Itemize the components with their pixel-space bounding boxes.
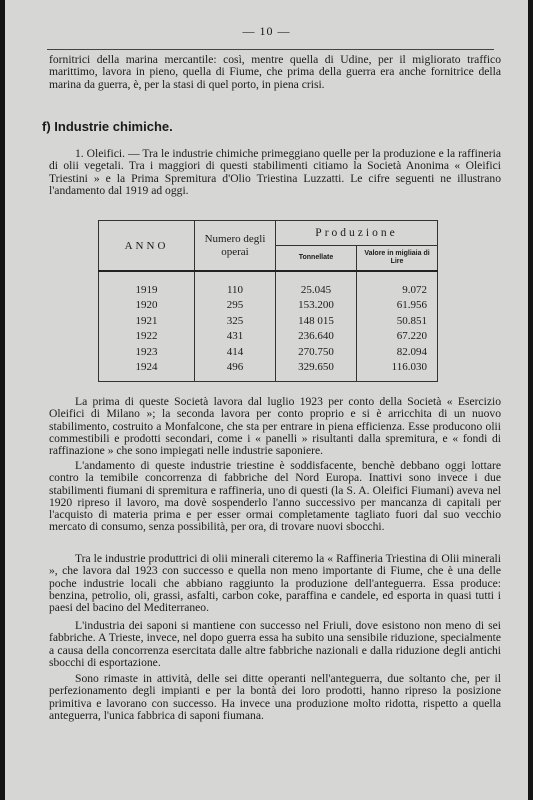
document-page	[5, 0, 528, 800]
soap-paragraph: L'industria dei saponi si mantiene con successo nel Friuli, dove esistono non meno di sei fabbriche. A Trieste, invece, nel dopo guerra essa ha subito una sensibile riduzione, specialmente a causa della concorrenza esercitata dalle altre fabbriche nazionali e dalla riduzione degli antichi sbocchi di esportazione.	[49, 619, 501, 669]
section-heading: f) Industrie chimiche.	[42, 119, 173, 134]
cell-workers: 295	[195, 298, 276, 314]
cell-value: 50.851	[357, 313, 438, 329]
cell-year: 1922	[99, 329, 195, 345]
cell-value: 9.072	[357, 271, 438, 298]
cell-year: 1919	[99, 271, 195, 298]
table-row	[99, 298, 438, 314]
table-row	[99, 271, 438, 298]
soap-firms-paragraph: Sono rimaste in attività, delle sei ditte operanti nell'anteguerra, due soltanto che, per il perfezionamento degli impianti e per la bontà dei loro prodotti, hanno ripreso la posizione primitiva e lavorano con successo. Ha invece una produzione molto ridotta, rispetto a quella anteguerra, l'unica fabbrica di saponi fiumana.	[49, 672, 501, 722]
cell-tons: 270.750	[276, 344, 357, 360]
table-row	[99, 360, 438, 382]
intro-paragraph: fornitrici della marina mercantile: così, mentre quella di Udine, per il migliorato traffico marittimo, lavora in pieno, quella di Fiume, che prima della guerra era anche fornitrice della marina da guerra, è, per la stasi di quel porto, in piena crisi.	[49, 53, 501, 91]
cell-year: 1920	[99, 298, 195, 314]
cell-tons: 329.650	[276, 360, 357, 382]
cell-workers: 110	[195, 271, 276, 298]
cell-workers: 325	[195, 313, 276, 329]
cell-value: 116.030	[357, 360, 438, 382]
cell-year: 1924	[99, 360, 195, 382]
col-header-workers: Numero degli operai	[195, 221, 276, 272]
col-header-tonnage: Tonnellate	[276, 246, 357, 272]
production-table	[98, 220, 438, 382]
societies-paragraph: La prima di queste Società lavora dal luglio 1923 per conto della Società « Esercizio Oleifici di Milano »; la seconda lavora per conto proprio e si è arricchita di un nuovo stabilimento, costruito a Monfalcone, che sta per entrare in piena efficienza. Esse producono olii commestibili e prodotti secondari, come i « panelli » risultanti dalla spremitura, e « fondi di raffinazione » che sono impiegati nelle industrie saponiere.	[49, 395, 501, 458]
oleifici-paragraph: 1. Oleifici. — Tra le industrie chimiche primeggiano quelle per la produzione e la raffineria di olii vegetali. Tra i maggiori di questi stabilimenti citiamo la Società Anonima « Oleifici Triestini » e la Prima Spremitura d'Olio Triestina Luzzatti. Le cifre seguenti ne illustrano l'andamento dal 1919 ad oggi.	[49, 147, 501, 197]
page-number: — 10 —	[242, 24, 291, 38]
mineral-oils-paragraph: Tra le industrie produttrici di olii minerali citeremo la « Raffineria Triestina di Olii minerali », che lavora dal 1923 con successo e quella non meno importante di Fiume, che è una delle poche industrie locali che abbiano raggiunto la produzione dell'anteguerra. Essa produce: benzina, petrolio, oli, grassi, asfalti, carbon coke, paraffina e candele, ed esporta in quasi tutti i paesi del bacino del Mediterraneo.	[49, 552, 501, 615]
col-header-production: Produzione	[276, 221, 438, 246]
col-header-value: Valore in migliaia di Lire	[357, 246, 438, 272]
cell-year: 1921	[99, 313, 195, 329]
cell-year: 1923	[99, 344, 195, 360]
cell-value: 67.220	[357, 329, 438, 345]
cell-tons: 25.045	[276, 271, 357, 298]
col-header-year: ANNO	[99, 221, 195, 272]
cell-workers: 431	[195, 329, 276, 345]
cell-tons: 236.640	[276, 329, 357, 345]
trend-paragraph: L'andamento di queste industrie triestine è soddisfacente, benchè debbano oggi lottare contro la temibile concorrenza di fabbriche del Nord Europa. Inattivi sono invece i due stabilimenti fiumani di spremitura e raffineria, uno di questi (la S. A. Oleifici Fiumani) aveva nel 1920 ripreso il lavoro, ma dovè sospenderlo l'anno successivo per mancanza di capitali per l'acquisto di materia prima e per esser ormai completamente tagliato fuori dal suo vecchio mercato di consumo, senza possibilità, per ora, di trovare nuovi sbocchi.	[49, 459, 501, 534]
table-row	[99, 313, 438, 329]
cell-tons: 153.200	[276, 298, 357, 314]
cell-value: 61.956	[357, 298, 438, 314]
table-row	[99, 344, 438, 360]
table-row	[99, 329, 438, 345]
cell-workers: 496	[195, 360, 276, 382]
cell-value: 82.094	[357, 344, 438, 360]
cell-tons: 148 015	[276, 313, 357, 329]
cell-workers: 414	[195, 344, 276, 360]
header-rule	[47, 49, 494, 50]
